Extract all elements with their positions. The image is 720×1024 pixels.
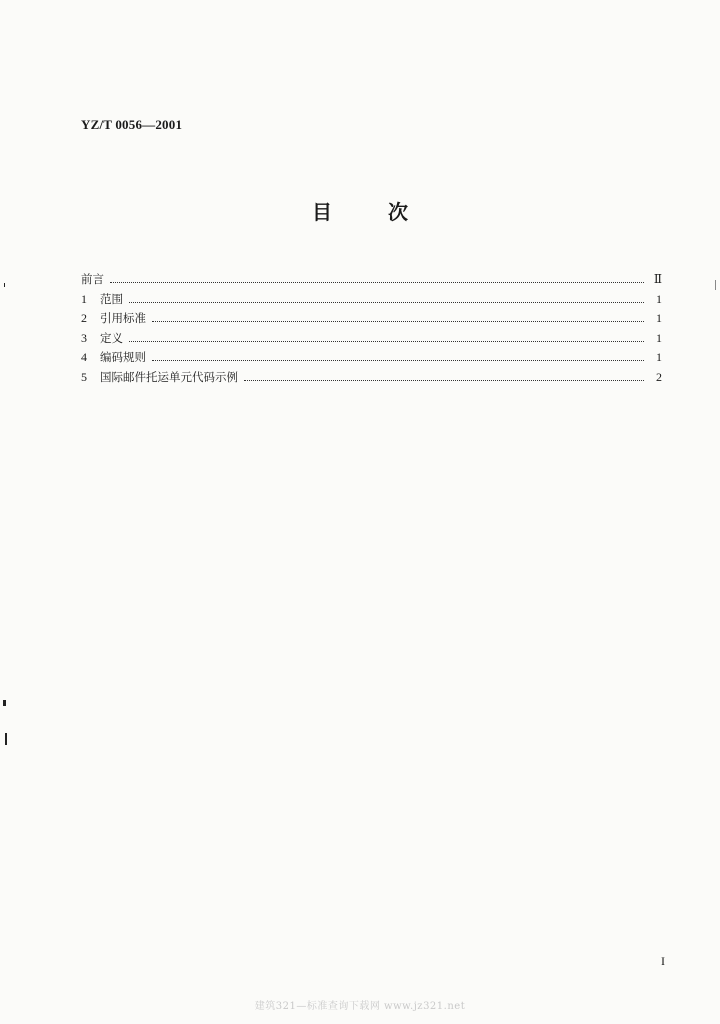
toc-dot-leader [110, 281, 644, 283]
scan-artifact [3, 700, 6, 706]
toc-entry-number: 3 [81, 330, 87, 345]
toc-entry-label: 范围 [100, 291, 123, 306]
toc-entry-page: 1 [656, 311, 662, 325]
toc-entry-label: 编码规则 [100, 350, 146, 364]
toc-entry-label: 引用标准 [100, 311, 146, 325]
scan-artifact [5, 733, 7, 745]
toc-entry-label: 定义 [100, 330, 123, 345]
toc-entry-number: 4 [81, 350, 87, 364]
toc-entry-page: Ⅱ [653, 272, 662, 286]
toc-entry-examples[interactable] [81, 368, 662, 388]
scan-artifact [715, 280, 716, 290]
toc-dot-leader [129, 340, 644, 342]
toc-dot-leader [152, 359, 644, 361]
toc-dot-leader [129, 301, 644, 303]
toc-entry-number: 2 [81, 311, 87, 325]
toc-entry-foreword[interactable] [81, 270, 662, 290]
toc-title: 目次 [312, 200, 464, 224]
scan-artifact [4, 283, 5, 287]
toc-entry-page: 1 [656, 330, 662, 345]
toc-entry-coding-rules[interactable] [81, 348, 662, 368]
table-of-contents [81, 270, 662, 387]
toc-entry-page: 2 [656, 369, 662, 384]
toc-entry-scope[interactable] [81, 290, 662, 310]
toc-entry-label: 国际邮件托运单元代码示例 [100, 369, 238, 384]
toc-dot-leader [244, 379, 644, 381]
toc-dot-leader [152, 320, 644, 322]
page-number: I [661, 954, 665, 968]
toc-entry-page: 1 [656, 291, 662, 306]
toc-entry-number: 1 [81, 291, 87, 306]
document-code: YZ/T 0056—2001 [81, 117, 183, 132]
toc-entry-page: 1 [656, 350, 662, 364]
toc-entry-label: 前言 [81, 272, 104, 286]
toc-entry-definitions[interactable] [81, 329, 662, 349]
toc-entry-number: 5 [81, 369, 87, 384]
watermark: 建筑321—标准查询下载网 www.jz321.net [254, 1001, 466, 1012]
toc-entry-references[interactable] [81, 309, 662, 329]
